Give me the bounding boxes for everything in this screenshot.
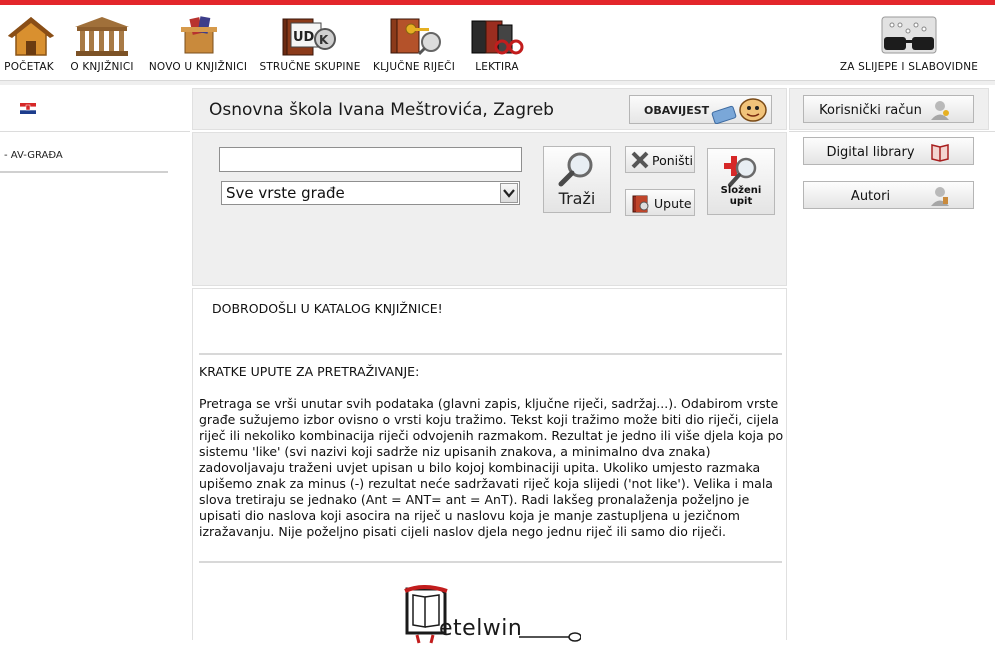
advanced-search-button[interactable] [707,148,775,215]
key-book-icon [385,15,443,57]
welcome-heading: DOBRODOŠLI U KATALOG KNJIŽNICE! [212,301,443,316]
sidebar-item-av-gradja[interactable]: - AV-GRAĐA [4,150,63,161]
nav-o-knjiznici-label: O KNJIŽNICI [70,61,134,73]
nav-kljucne-label: KLJUČNE RIJEČI [372,61,456,73]
library-building-icon [73,15,131,57]
home-icon [2,15,60,57]
search-button[interactable] [543,146,611,213]
right-sidebar [789,88,995,640]
left-sidebar [0,88,190,640]
content-area [192,288,787,640]
author-icon [929,185,951,207]
reading-books-icon [468,15,526,57]
content-divider [199,353,782,355]
nav-strucne-label: STRUČNE SKUPINE [259,61,361,73]
nav-za-slijepe-label: ZA SLIJEPE I SLABOVIDNE [839,61,979,73]
udk-books-icon [281,15,339,57]
braille-glasses-icon [880,15,938,57]
main-column [192,88,787,640]
user-account-label: Korisnički račun [819,103,922,118]
page-header [192,88,787,130]
reset-button[interactable] [625,146,695,173]
nav-lektira[interactable] [468,15,526,77]
chevron-down-icon [501,184,517,202]
nav-pocetak-label: POČETAK [4,61,54,73]
nav-kljucne-rijeci[interactable] [369,15,459,77]
croatian-flag-icon[interactable] [20,103,36,114]
search-panel [192,132,787,286]
dropdown-arrow[interactable] [500,183,518,203]
user-icon [929,99,951,121]
nav-novo-label: NOVO U KNJIŽNICI [148,61,248,73]
close-icon [630,150,650,170]
digital-library-button[interactable] [803,137,974,165]
material-type-selected: Sve vrste građe [226,184,345,202]
advanced-search-icon [721,153,761,189]
reset-button-label: Poništi [652,153,694,168]
book-icon [929,141,951,163]
sidebar-divider [0,171,168,173]
top-navigation [0,5,995,81]
instructions-text: Pretraga se vrši unutar svih podataka (glavni zapis, ključne riječi, sadržaj...). Odabirom vrste građe sužujemo izbor ovisno o vrsti koju tražimo. Tekst koji tražimo može biti dio riječi, cijela riječ ili nekoliko kombinacija riječi odvojenih razmakom. Rezultat je jedno ili više djela koja po sistemu 'like' (svi nazivi koji sadrže niz upisanih znakova, a minimalno dva znaka) zadovoljavaju traženi uvjet upisan u bilo kojoj kombinaciji upita. Ukoliko umjesto razmaka upišemo znak za minus (-) rezultat neće sadržavati riječ koja slijedi ('not like'). Velika i mala slova tretiraju se jednako (Ant = ANT= ant = AnT). Radi lakšeg pronalaženja poželjno je upisati dio naslova koji asocira na riječ u naslovu koja je manje zastupljena u jezičnom izražavanju. Nije poželjno pisati cijeli naslov djela nego jednu riječ ili samo dio riječi. [199,396,784,539]
obavijest-button[interactable] [629,95,772,124]
nav-o-knjiznici[interactable] [66,15,138,77]
authors-label: Autori [850,189,891,204]
obavijest-label: OBAVIJEST [644,104,710,117]
help-book-icon [630,192,652,214]
magnifier-icon [557,150,597,188]
sidebar-divider [0,131,190,132]
sidebar-divider [789,131,995,132]
help-button[interactable] [625,189,695,216]
content-divider [199,561,782,563]
material-type-select[interactable] [221,181,520,205]
logo-wordmark: etelwin [439,616,523,641]
nav-pocetak[interactable] [2,15,56,77]
nav-novo-u-knjiznici[interactable] [145,15,251,77]
help-button-label: Upute [654,196,692,211]
svg-text:UD: UD [293,30,315,45]
page-title: Osnovna škola Ivana Meštrovića, Zagreb [209,100,554,120]
svg-text:K: K [319,33,329,47]
new-books-icon [169,15,227,57]
authors-button[interactable] [803,181,974,209]
search-button-label: Traži [558,189,596,208]
digital-library-label: Digital library [826,145,915,160]
nav-lektira-label: LEKTIRA [475,61,519,73]
instructions-title: KRATKE UPUTE ZA PRETRAŽIVANJE: [199,364,420,379]
search-input[interactable] [219,147,522,172]
nav-strucne-skupine[interactable] [258,15,362,77]
user-account-button[interactable] [803,95,974,123]
announcement-icon [707,97,769,124]
nav-za-slijepe[interactable] [835,15,983,77]
advanced-search-label: Složeni upit [720,185,762,207]
